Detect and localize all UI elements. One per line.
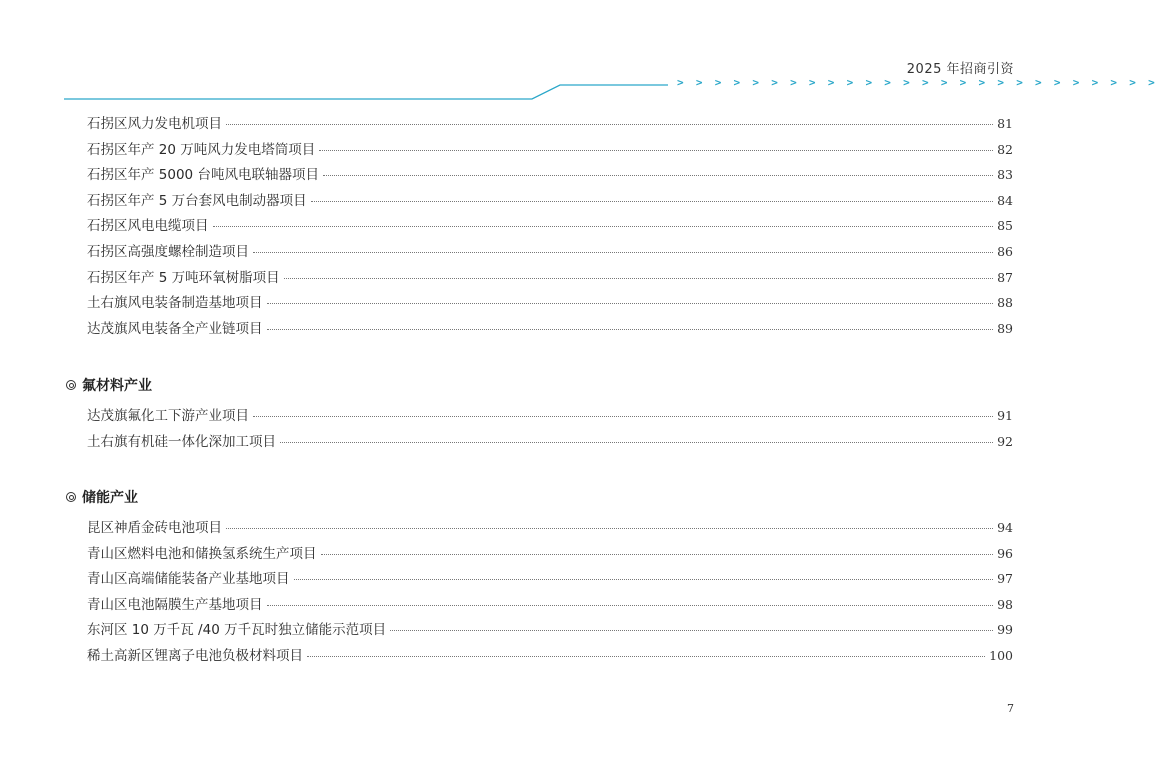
toc-entry-page: 92 bbox=[997, 433, 1013, 449]
toc-entry-title: 石拐区年产 5 万吨环氧树脂项目 bbox=[87, 269, 280, 286]
toc-entry-page: 87 bbox=[997, 269, 1013, 285]
toc-list-wind bbox=[87, 112, 1013, 342]
toc-entry-page: 94 bbox=[997, 520, 1013, 535]
toc-entry-title: 达茂旗氟化工下游产业项目 bbox=[87, 408, 249, 424]
toc-entry-title: 土右旗风电装备制造基地项目 bbox=[87, 295, 263, 312]
toc-entry-page: 89 bbox=[997, 320, 1013, 336]
toc-entry-title: 石拐区年产 5 万台套风电制动器项目 bbox=[87, 192, 307, 209]
dot-leader bbox=[390, 630, 993, 631]
dot-leader bbox=[267, 605, 994, 606]
page-number: 7 bbox=[1007, 702, 1014, 715]
dot-leader bbox=[267, 303, 994, 304]
toc-entry[interactable] bbox=[87, 189, 1013, 215]
toc-entry[interactable] bbox=[87, 567, 1013, 593]
toc-entry-title: 石拐区年产 5000 台吨风电联轴器项目 bbox=[87, 167, 319, 184]
toc-entry[interactable] bbox=[87, 593, 1013, 619]
dot-leader bbox=[319, 150, 993, 151]
toc-entry[interactable] bbox=[87, 430, 1013, 456]
toc-entry-title: 稀土高新区锂离子电池负极材料项目 bbox=[87, 647, 303, 664]
toc-entry-title: 昆区神盾金砖电池项目 bbox=[87, 520, 222, 536]
toc-entry-title: 石拐区风力发电机项目 bbox=[87, 116, 222, 132]
toc-entry[interactable] bbox=[87, 138, 1013, 164]
dot-leader bbox=[253, 416, 993, 417]
toc-entry[interactable] bbox=[87, 214, 1013, 240]
double-circle-icon bbox=[66, 380, 76, 390]
toc-entry[interactable] bbox=[87, 291, 1013, 317]
section-heading-label: 储能产业 bbox=[82, 490, 138, 506]
dot-leader bbox=[321, 554, 994, 555]
toc-entry-page: 96 bbox=[997, 545, 1013, 561]
toc-entry[interactable] bbox=[87, 240, 1013, 266]
toc-entry[interactable] bbox=[87, 542, 1013, 568]
toc-entry-page: 88 bbox=[997, 295, 1013, 311]
toc-entry[interactable] bbox=[87, 163, 1013, 189]
toc-entry-title: 石拐区高强度螺栓制造项目 bbox=[87, 243, 249, 260]
toc-entry[interactable] bbox=[87, 317, 1013, 343]
toc-entry-page: 84 bbox=[997, 192, 1013, 208]
toc-entry-title: 青山区燃料电池和储换氢系统生产项目 bbox=[87, 545, 317, 562]
toc-entry[interactable] bbox=[87, 644, 1013, 670]
dot-leader bbox=[307, 656, 985, 657]
dot-leader bbox=[213, 226, 994, 227]
toc-list-storage bbox=[87, 516, 1013, 670]
dot-leader bbox=[267, 329, 994, 330]
dot-leader bbox=[284, 278, 993, 279]
dot-leader bbox=[253, 252, 993, 253]
toc-entry-page: 85 bbox=[997, 218, 1013, 234]
toc-entry-page: 99 bbox=[997, 622, 1013, 638]
toc-entry[interactable] bbox=[87, 266, 1013, 292]
toc-entry[interactable] bbox=[87, 618, 1013, 644]
toc-entry-title: 东河区 10 万千瓦 /40 万千瓦时独立储能示范项目 bbox=[87, 622, 387, 639]
section-heading-storage bbox=[66, 487, 138, 507]
toc-entry-page: 100 bbox=[989, 647, 1013, 663]
dot-leader bbox=[311, 201, 993, 202]
toc-entry-page: 86 bbox=[997, 243, 1013, 259]
dot-leader bbox=[226, 124, 993, 125]
dot-leader bbox=[294, 579, 994, 580]
toc-entry-title: 青山区高端储能装备产业基地项目 bbox=[87, 571, 290, 588]
dot-leader bbox=[280, 442, 993, 443]
dot-leader bbox=[226, 528, 993, 529]
section-heading-label: 氟材料产业 bbox=[82, 378, 152, 394]
double-circle-icon bbox=[66, 492, 76, 502]
toc-entry[interactable] bbox=[87, 404, 1013, 430]
toc-entry-title: 石拐区年产 20 万吨风力发电塔筒项目 bbox=[87, 141, 316, 158]
toc-entry[interactable] bbox=[87, 516, 1013, 542]
toc-entry-page: 81 bbox=[997, 116, 1013, 131]
header-title: 2025 年招商引资 bbox=[906, 62, 1014, 77]
toc-entry-page: 91 bbox=[997, 408, 1013, 423]
section-heading-fluorine bbox=[66, 375, 152, 395]
toc-list-fluorine bbox=[87, 404, 1013, 455]
toc-entry-title: 土右旗有机硅一体化深加工项目 bbox=[87, 433, 276, 450]
toc-entry[interactable] bbox=[87, 112, 1013, 138]
toc-entry-title: 青山区电池隔膜生产基地项目 bbox=[87, 596, 263, 613]
toc-entry-page: 97 bbox=[997, 571, 1013, 587]
toc-entry-page: 98 bbox=[997, 596, 1013, 612]
toc-entry-page: 83 bbox=[997, 167, 1013, 183]
chevron-decoration-icon: > > > > > > > > > > > > > > > > > > > > > > > > > > bbox=[677, 76, 1158, 89]
toc-entry-title: 达茂旗风电装备全产业链项目 bbox=[87, 320, 263, 337]
toc-entry-page: 82 bbox=[997, 141, 1013, 157]
toc-entry-title: 石拐区风电电缆项目 bbox=[87, 218, 209, 235]
dot-leader bbox=[323, 175, 993, 176]
